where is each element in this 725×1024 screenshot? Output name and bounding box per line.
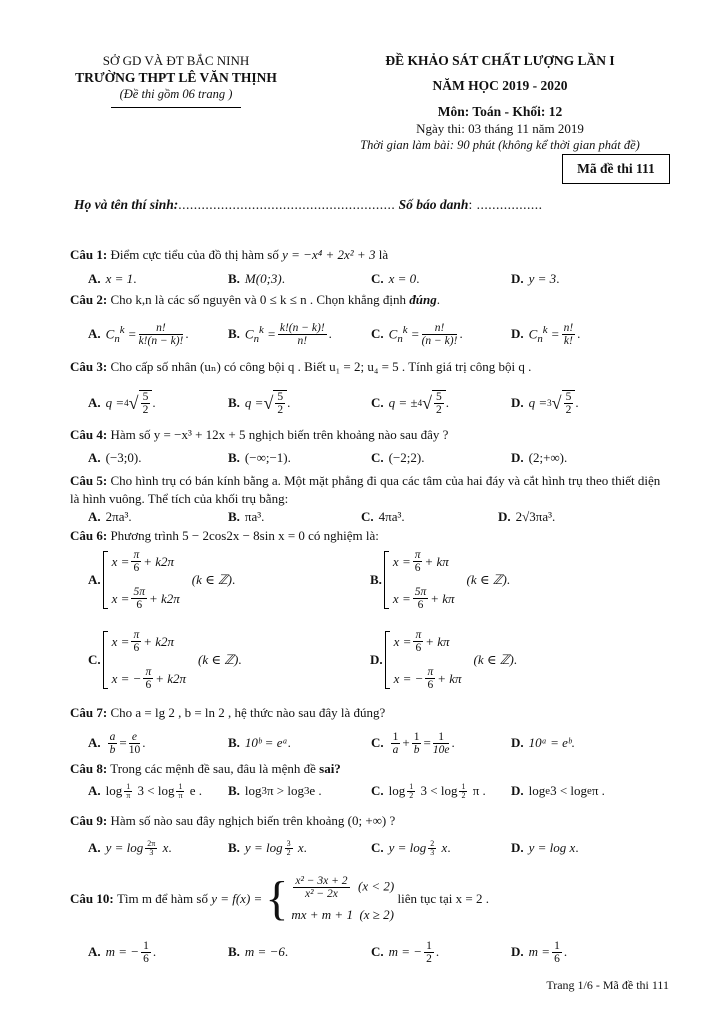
option-d[interactable]: D. x = $\frac{\pi}{6}$ + kπ x = − $\frac{\pi}{6}$ + kπ (k ∈ ℤ) . (370, 629, 518, 691)
option-c[interactable]: C. q = ± 4 √ $\frac{5}{2}$ . (371, 391, 449, 416)
question-label: Câu 6: (70, 528, 108, 543)
question-label: Câu 3: (70, 359, 108, 374)
option-text: 2πa³ (105, 509, 129, 524)
option-a[interactable]: A. x = $\frac{\pi}{6}$ + k2π x = $\frac{5\pi}{6}$ + k2π (k ∈ ℤ) . (88, 549, 236, 611)
option-b[interactable]: B. y = log $\frac{3}{2}$ x . (228, 838, 307, 857)
option-a[interactable]: A. m = − $\frac{1}{6}$ . (88, 939, 157, 965)
option-b[interactable]: B. x = $\frac{\pi}{6}$ + kπ x = $\frac{5\pi}{6}$ + kπ (k ∈ ℤ) . (370, 549, 511, 611)
option-c[interactable]: C. (−2;2) . (371, 450, 425, 465)
option-text: 4πa³ (378, 509, 402, 524)
header-right (330, 52, 670, 154)
question-math: y = −x⁴ + 2x² + 3 (282, 247, 376, 262)
candidate-id-dots: : ................. (468, 197, 543, 212)
option-c[interactable]: C. log $\frac{1}{2}$ 3 < log $\frac{1}{2}$ π . (371, 781, 486, 800)
exam-date: Ngày thi: 03 tháng 11 năm 2019 (416, 121, 584, 136)
option-text: πa³ (244, 509, 262, 524)
option-b[interactable]: B. m = −6 . (228, 944, 289, 959)
candidate-id-label: Số báo danh (395, 197, 469, 212)
option-text: (−∞;−1) (244, 450, 288, 465)
option-a[interactable]: A. 2πa³ . (88, 509, 132, 524)
options-1 (88, 265, 688, 293)
option-a[interactable]: A. $\frac{a}{b}$ = $\frac{e}{10}$ . (88, 730, 146, 756)
question-text: Hàm số y = −x³ + 12x + 5 nghịch biến trên khoảng nào sau đây ? (110, 427, 449, 442)
candidate-name-label: Họ và tên thí sinh: (74, 197, 179, 212)
option-d[interactable]: D. $C_n^k$ = $\frac{n!}{k!}$ . (511, 321, 581, 347)
option-d[interactable]: D. m = $\frac{1}{6}$ . (511, 939, 568, 965)
option-text: 2√3πa³ (515, 509, 553, 524)
option-c[interactable]: C. 4πa³ . (361, 509, 405, 524)
option-b[interactable]: B. (−∞;−1) . (228, 450, 291, 465)
question-label: Câu 9: (70, 813, 108, 828)
option-text: (−2;2) (388, 450, 422, 465)
question-4 (70, 426, 670, 444)
exam-title: ĐỀ KHẢO SÁT CHẤT LƯỢNG LẦN I (385, 53, 615, 68)
question-text: Phương trình 5 − 2cos2x − 8sin x = 0 có nghiệm là: (110, 528, 379, 543)
option-a[interactable]: A. $C_n^k$ = $\frac{n!}{k!(n - k)!}$ . (88, 321, 189, 347)
option-b[interactable]: B. 10ᵇ = eᵃ . (228, 735, 291, 750)
option-c[interactable]: C. x = $\frac{\pi}{6}$ + k2π x = − $\frac{\pi}{6}$ + k2π (k ∈ ℤ) . (88, 629, 242, 691)
question-text: Cho cấp số nhân (uₙ) có công bội q . Biết u₁ = 2; u₄ = 5 . Tính giá trị công bội q . (110, 359, 532, 374)
question-text: Cho k,n là các số nguyên và 0 ≤ k ≤ n . Chọn khẳng định (110, 292, 406, 307)
question-5 (70, 472, 670, 508)
pages-note: (Đề thi gồm 06 trang ) (119, 87, 233, 101)
option-a[interactable]: A. x = 1 . (88, 271, 137, 286)
option-d[interactable]: D. 2√3πa³ . (498, 509, 556, 524)
question-label: Câu 10: (70, 891, 114, 906)
option-c[interactable]: C. $\frac{1}{a}$ + $\frac{1}{b}$ = $\frac{1}{10e}$ . (371, 730, 455, 756)
options-3 (88, 385, 688, 421)
option-b[interactable]: B. πa³ . (228, 509, 265, 524)
question-text: Trong các mệnh đề sau, đâu là mệnh đề (110, 761, 316, 776)
option-d[interactable]: D. log e 3 < log e π . (511, 783, 605, 798)
option-b[interactable]: B. $C_n^k$ = $\frac{k!(n - k)!}{n!}$ . (228, 321, 332, 347)
question-tail: là (378, 247, 389, 262)
question-tail: liên tục tại x = 2 . (397, 891, 489, 906)
school-year: NĂM HỌC 2019 - 2020 (432, 78, 568, 93)
question-label: Câu 8: (70, 761, 108, 776)
subject: Môn: Toán - Khối: 12 (437, 104, 563, 119)
candidate-name-dots: ........................................................ (178, 197, 396, 212)
question-emphasis: sai? (319, 761, 341, 776)
option-d[interactable]: D. y = log x . (511, 840, 579, 855)
options-10 (88, 935, 688, 969)
candidate-info (74, 197, 542, 213)
exam-duration: Thời gian làm bài: 90 phút (không kể thời gian phát đề) (360, 138, 640, 152)
option-d[interactable]: D. q = 3 √ $\frac{5}{2}$ . (511, 391, 579, 416)
option-b[interactable]: B. log 3 π > log 3 e . (228, 783, 322, 798)
question-text: Cho a = lg 2 , b = ln 2 , hệ thức nào sau đây là đúng? (110, 705, 386, 720)
options-8 (88, 776, 688, 806)
option-a[interactable]: A. log $\frac{1}{\pi}$ 3 < log $\frac{1}{\pi}$ e . (88, 781, 202, 800)
question-2 (70, 291, 670, 309)
question-7 (70, 704, 670, 722)
option-c[interactable]: C. x = 0 . (371, 271, 420, 286)
option-text: 10ᵇ = eᵃ (244, 735, 288, 750)
options-7 (88, 726, 688, 760)
question-1 (70, 246, 670, 264)
option-a[interactable]: A. y = log $\frac{2\pi}{3}$ x . (88, 838, 172, 857)
question-label: Câu 1: (70, 247, 108, 262)
question-label: Câu 4: (70, 427, 108, 442)
option-text: x = 1 (105, 271, 134, 286)
question-text: Hàm số nào sau đây nghịch biến trên khoảng (0; +∞) ? (110, 813, 396, 828)
header-rule (111, 107, 241, 108)
option-a[interactable]: A. q = 4 √ $\frac{5}{2}$ . (88, 391, 156, 416)
page-footer: Trang 1/6 - Mã đề thi 111 (546, 978, 669, 992)
question-label: Câu 5: (70, 473, 108, 488)
option-d[interactable]: D. (2;+∞) . (511, 450, 568, 465)
question-label: Câu 2: (70, 292, 108, 307)
options-2 (88, 316, 688, 352)
option-text: y = log x (528, 840, 576, 855)
question-text: Điểm cực tiểu của đồ thị hàm số (110, 247, 279, 262)
question-text: Cho hình trụ có bán kính bằng a. Một mặt phẳng đi qua các tâm của hai đáy và cắt hình trụ theo thiết diện là hình vuông. Thể tích của khối trụ bằng: (70, 473, 661, 506)
department-name: SỞ GD VÀ ĐT BẮC NINH (102, 53, 250, 68)
exam-code-box: Mã đề thi 111 (562, 154, 670, 184)
question-text: Tìm m để hàm số (116, 891, 208, 906)
option-c[interactable]: C. y = log $\frac{2}{3}$ x . (371, 838, 451, 857)
question-6 (70, 527, 670, 545)
options-9 (88, 833, 688, 863)
option-text: (2;+∞) (528, 450, 565, 465)
question-label: Câu 7: (70, 705, 108, 720)
option-text: (−3;0) (105, 450, 139, 465)
question-9 (70, 812, 670, 830)
options-5 (88, 505, 688, 529)
option-d[interactable]: D. 10ᵃ = eᵇ . (511, 735, 575, 750)
option-c[interactable]: C. $C_n^k$ = $\frac{n!}{(n - k)!}$ . (371, 321, 463, 347)
option-b[interactable]: B. M(0;3) . (228, 271, 285, 286)
question-emphasis: đúng (409, 292, 437, 307)
option-text: 10ᵃ = eᵇ (528, 735, 572, 750)
question-tail: . (436, 292, 440, 307)
question-3 (70, 358, 670, 376)
option-a[interactable]: A. (−3;0) . (88, 450, 142, 465)
header-left (56, 52, 296, 108)
option-text: y = 3 (528, 271, 557, 286)
option-b[interactable]: B. q = √ $\frac{5}{2}$ . (228, 391, 291, 416)
option-text: m = −6 (244, 944, 285, 959)
options-4 (88, 444, 688, 472)
school-name: TRƯỜNG THPT LÊ VĂN THỊNH (75, 70, 277, 85)
option-text: M(0;3) (244, 271, 282, 286)
option-d[interactable]: D. y = 3 . (511, 271, 560, 286)
question-10: Câu 10: Tìm m để hàm số y = f(x) = { $\frac{\text{x² − 3x + 2}}{\text{x² − 2x}}$ (x < 2) mx + m + 1 (x ≥ 2) liên tục tại x = 2 . (70, 872, 489, 925)
option-c[interactable]: C. m = − $\frac{1}{2}$ . (371, 939, 440, 965)
option-text: x = 0 (388, 271, 417, 286)
